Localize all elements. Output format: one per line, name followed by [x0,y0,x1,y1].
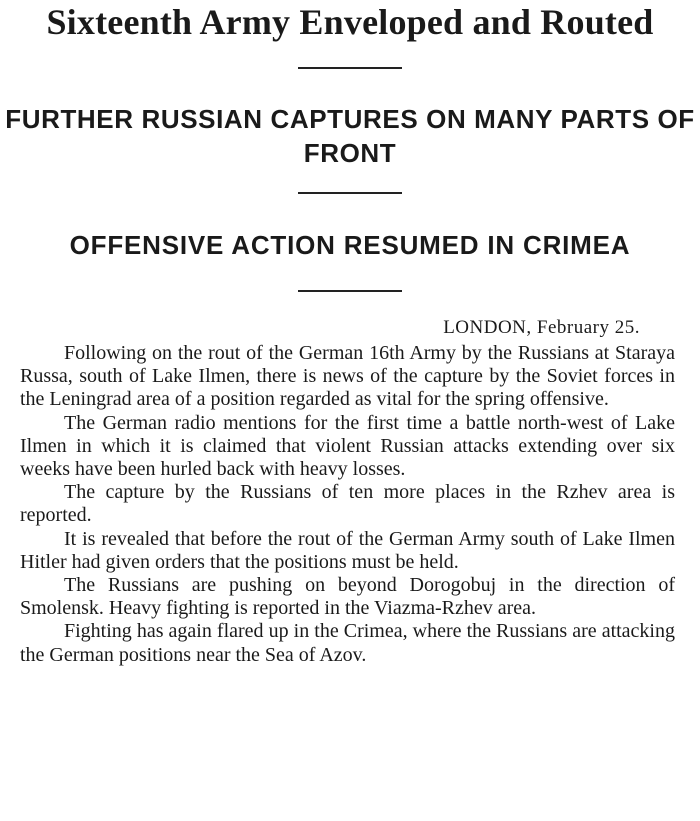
divider-rule [298,290,402,292]
article-body [20,342,675,667]
divider-rule [298,192,402,194]
subheadline-captures: FURTHER RUSSIAN CAPTURES ON MANY PARTS OF FRONT [5,104,695,168]
paragraph: It is revealed that before the rout of the German Army south of Lake Ilmen Hitler had given orders that the positions must be held. [20,527,675,573]
dateline: LONDON, February 25. [443,317,640,338]
paragraph: Fighting has again flared up in the Crimea, where the Russians are attacking the German positions near the Sea of Azov. [20,620,675,666]
paragraph: The Russians are pushing on beyond Dorogobuj in the direction of Smolensk. Heavy fighting is reported in the Viazma-Rzhev area. [20,574,675,620]
headline: Sixteenth Army Enveloped and Routed [46,2,654,42]
subheadline-crimea: OFFENSIVE ACTION RESUMED IN CRIMEA [69,230,631,260]
paragraph: Following on the rout of the German 16th Army by the Russians at Staraya Russa, south of Lake Ilmen, there is news of the capture by the Soviet forces in the Leningrad area of a position regarded as vital for the spring offensive. [20,342,675,411]
divider-rule [298,67,402,69]
paragraph: The capture by the Russians of ten more places in the Rzhev area is reported. [20,481,675,527]
paragraph: The German radio mentions for the first time a battle north-west of Lake Ilmen in which it is claimed that violent Russian attacks extending over six weeks have been hurled back with heavy losses. [20,411,675,481]
